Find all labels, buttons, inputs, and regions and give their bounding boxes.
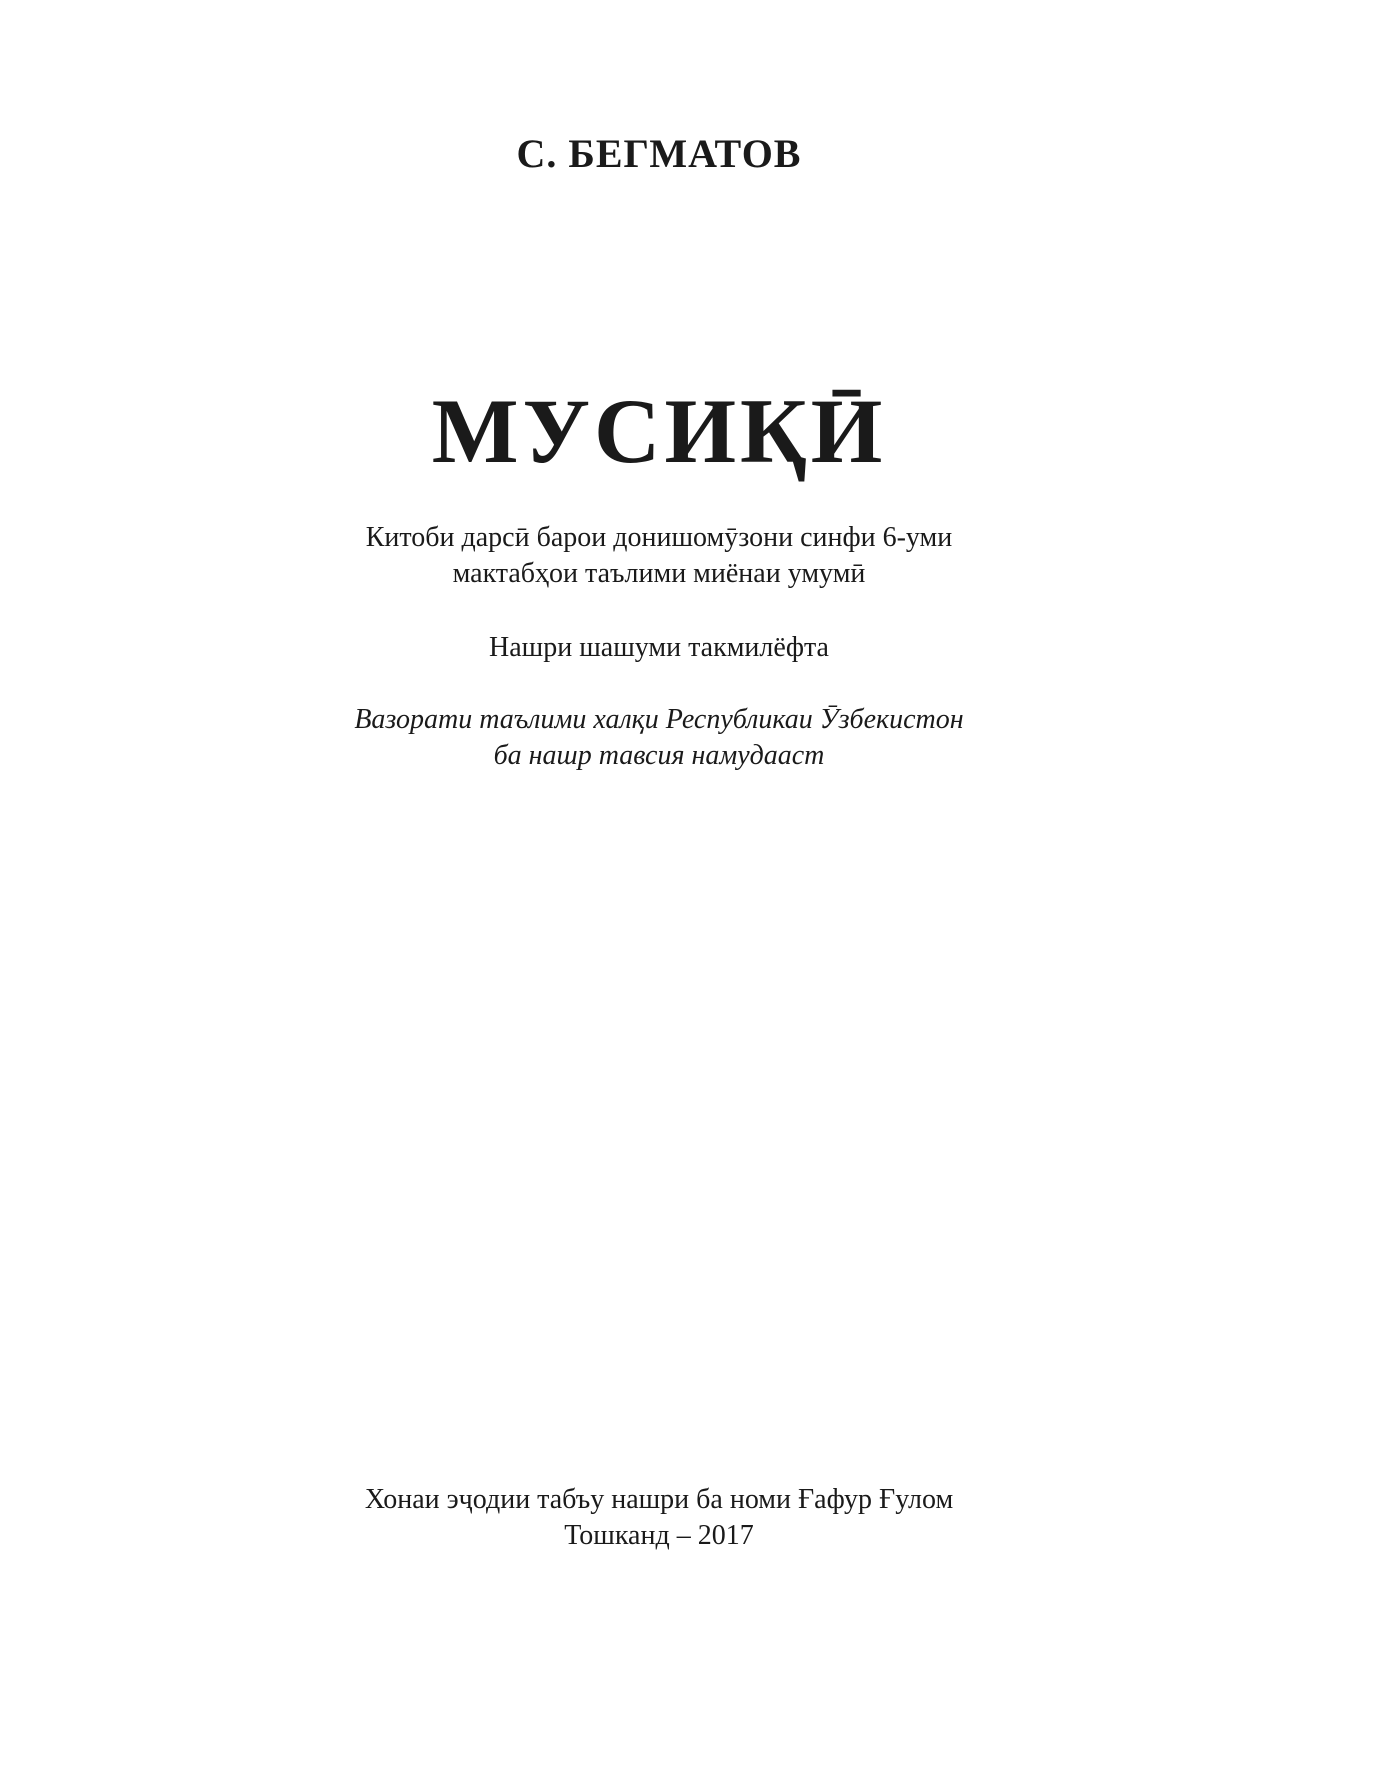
subtitle-line-1: Китоби дарсӣ барои донишомӯзони синфи 6-уми: [365, 522, 953, 553]
book-title: МУСИҚӢ: [431, 380, 887, 482]
edition-note: Нашри шашуми такмилёфта: [489, 632, 829, 663]
publisher-name: Хонаи эҷодии табъу нашри ба номи Ғафур Ғулом: [364, 1484, 954, 1515]
subtitle-line-2: мактабҳои таълими миёнаи умумӣ: [452, 558, 866, 589]
author-name: С. БЕГМАТОВ: [516, 131, 802, 176]
recommendation-line-2: ба нашр тавсия намудааст: [493, 740, 825, 771]
recommendation-line-1: Вазорати таълими халқи Республикаи Ӯзбекистон: [354, 704, 964, 735]
publisher-place-year: Тошканд – 2017: [564, 1520, 754, 1551]
